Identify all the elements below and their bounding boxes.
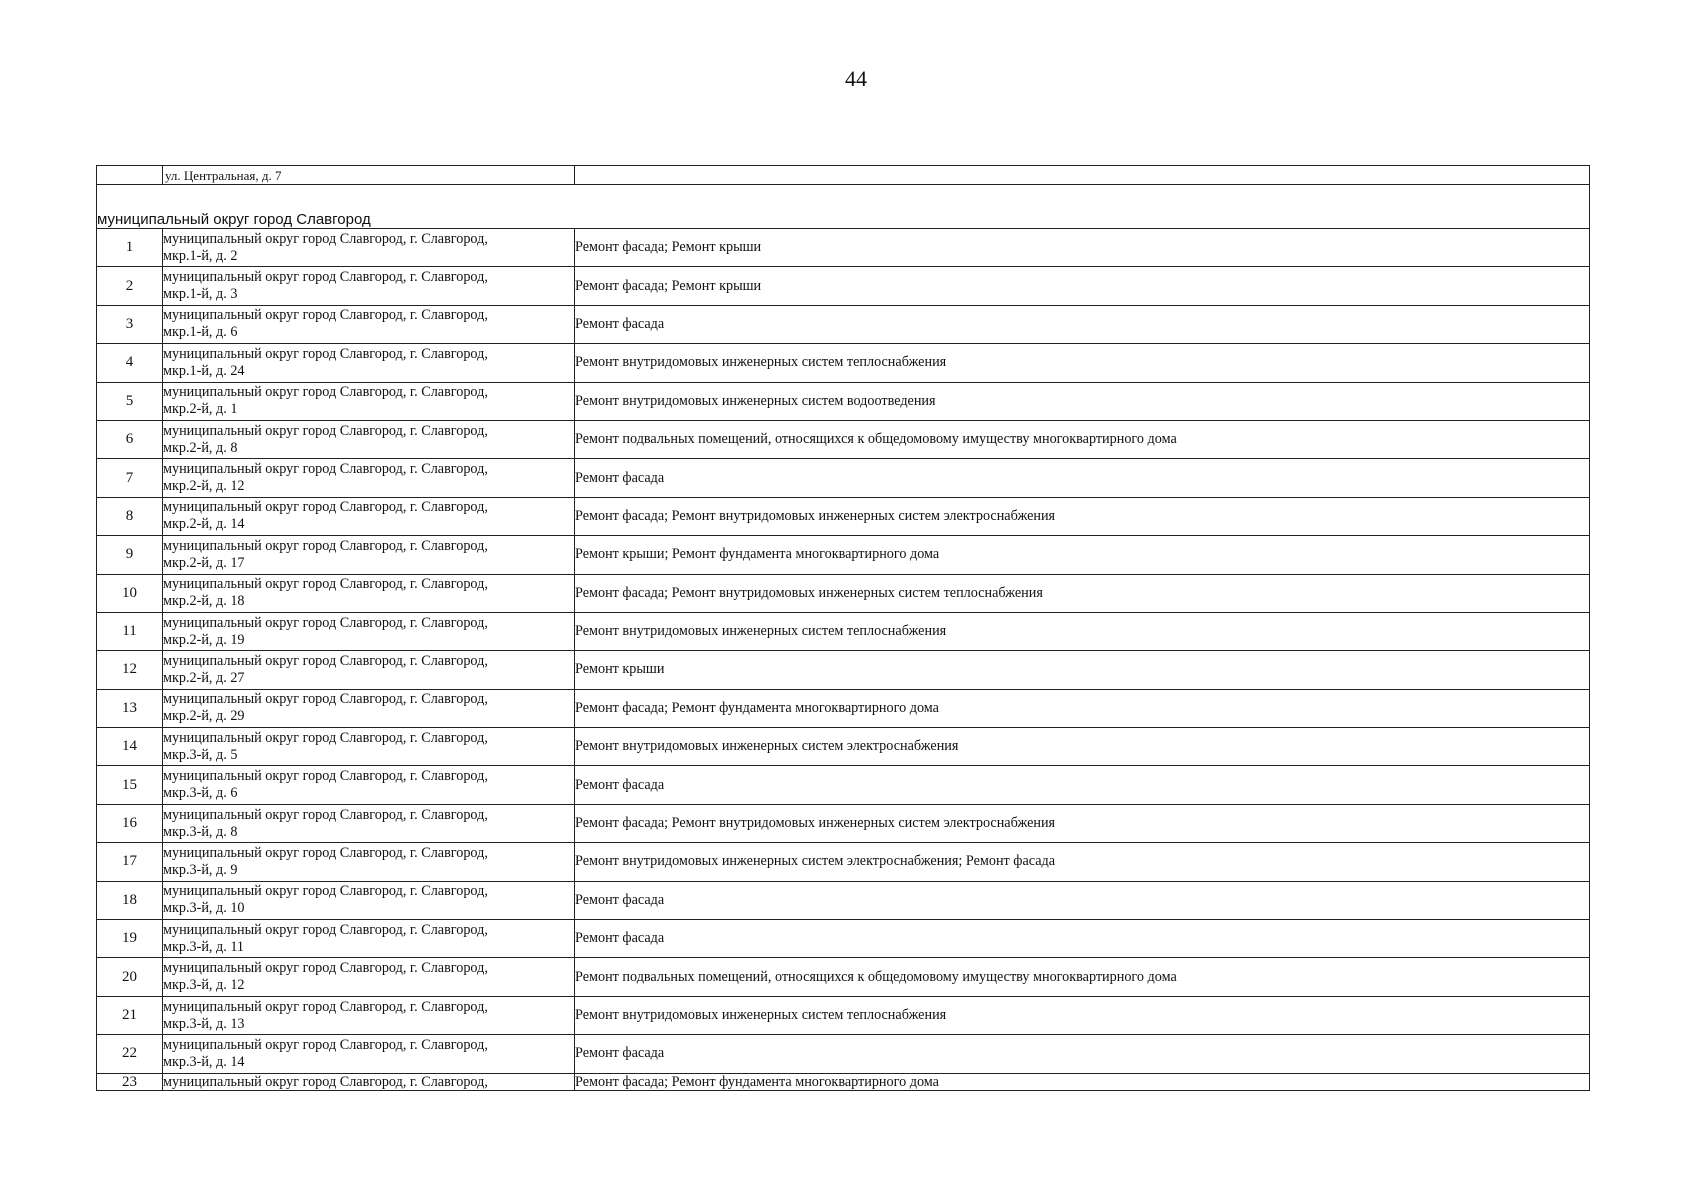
row-number: 7 (97, 459, 163, 497)
work-description: Ремонт фасада (575, 1035, 1590, 1073)
address-line-2: мкр.3-й, д. 8 (163, 823, 238, 840)
repair-table (96, 165, 1590, 1091)
row-number: 2 (97, 267, 163, 305)
address-cell (163, 689, 575, 727)
table-row (97, 267, 1590, 305)
row-number: 6 (97, 420, 163, 458)
address-line-2: мкр.3-й, д. 11 (163, 938, 244, 955)
address-cell (163, 612, 575, 650)
work-description: Ремонт фасада; Ремонт крыши (575, 267, 1590, 305)
row-number: 11 (97, 612, 163, 650)
row-number: 16 (97, 804, 163, 842)
table-row (97, 574, 1590, 612)
address-line-2: мкр.2-й, д. 1 (163, 401, 238, 418)
address-cell (163, 229, 575, 267)
table-row (97, 420, 1590, 458)
address-cell (163, 651, 575, 689)
table-row (97, 459, 1590, 497)
address-cell (163, 267, 575, 305)
address-line-1: муниципальный округ город Славгород, г. Славгород, (163, 806, 488, 823)
address-cell: ул. Центральная, д. 7 (163, 166, 575, 185)
row-number: 15 (97, 766, 163, 804)
table-row (97, 612, 1590, 650)
address-cell (163, 728, 575, 766)
row-number: 1 (97, 229, 163, 267)
work-description: Ремонт внутридомовых инженерных систем водоотведения (575, 382, 1590, 420)
page-number: 44 (845, 66, 867, 91)
work-description: Ремонт фасада (575, 881, 1590, 919)
table-row (97, 804, 1590, 842)
row-number: 3 (97, 305, 163, 343)
table-row (97, 497, 1590, 535)
row-number: 4 (97, 344, 163, 382)
address-cell (163, 958, 575, 996)
row-number: 12 (97, 651, 163, 689)
table-row (97, 166, 1590, 185)
address-cell (163, 881, 575, 919)
table-row (97, 305, 1590, 343)
work-description: Ремонт фасада; Ремонт внутридомовых инженерных систем электроснабжения (575, 497, 1590, 535)
table-row (97, 1073, 1590, 1090)
address-line-2: мкр.3-й, д. 10 (163, 900, 245, 917)
address-line-1: муниципальный округ город Славгород, г. Славгород, (163, 461, 488, 478)
table-row (97, 229, 1590, 267)
work-description: Ремонт внутридомовых инженерных систем теплоснабжения (575, 612, 1590, 650)
table-row (97, 344, 1590, 382)
address-cell (163, 574, 575, 612)
address-line-2: мкр.3-й, д. 5 (163, 746, 238, 763)
work-description: Ремонт внутридомовых инженерных систем электроснабжения; Ремонт фасада (575, 843, 1590, 881)
table-row (97, 996, 1590, 1034)
address-line-1: муниципальный округ город Славгород, г. Славгород, (163, 384, 488, 401)
address-line-2: мкр.3-й, д. 12 (163, 977, 245, 994)
work-description: Ремонт внутридомовых инженерных систем электроснабжения (575, 728, 1590, 766)
address-line-1: муниципальный округ город Славгород, г. Славгород, (163, 1036, 488, 1053)
address-line-2: мкр.2-й, д. 8 (163, 439, 238, 456)
address-cell (163, 804, 575, 842)
address-cell (163, 920, 575, 958)
address-cell (163, 344, 575, 382)
table-row (97, 728, 1590, 766)
address-line-2: мкр.2-й, д. 17 (163, 554, 245, 571)
address-line-1: муниципальный округ город Славгород, г. Славгород, (163, 883, 488, 900)
address-line-1: муниципальный округ город Славгород, г. Славгород, (163, 307, 488, 324)
row-number: 23 (97, 1073, 163, 1090)
work-description: Ремонт фасада (575, 305, 1590, 343)
address-line-1: муниципальный округ город Славгород, г. Славгород, (163, 768, 488, 785)
address-line-1: муниципальный округ город Славгород, г. Славгород, (163, 691, 488, 708)
address-line-2: мкр.2-й, д. 19 (163, 631, 245, 648)
address-line-1: муниципальный округ город Славгород, г. Славгород, (163, 576, 488, 593)
table-row (97, 1035, 1590, 1073)
address-line-2: мкр.1-й, д. 2 (163, 247, 238, 264)
address-line-2: мкр.2-й, д. 18 (163, 593, 245, 610)
address-line-2: мкр.2-й, д. 29 (163, 708, 245, 725)
row-number: 9 (97, 536, 163, 574)
address-cell (163, 382, 575, 420)
table-row (97, 958, 1590, 996)
work-description: Ремонт подвальных помещений, относящихся к общедомовому имуществу многоквартирного дома (575, 420, 1590, 458)
row-number: 13 (97, 689, 163, 727)
address-line-1: муниципальный округ город Славгород, г. Славгород, (163, 537, 488, 554)
work-description: Ремонт крыши (575, 651, 1590, 689)
section-title: муниципальный округ город Славгород (97, 185, 1590, 229)
address-line-1: муниципальный округ город Славгород, г. Славгород, (163, 844, 488, 861)
address-line-2: мкр.3-й, д. 9 (163, 861, 238, 878)
address-line-2: мкр.3-й, д. 6 (163, 785, 238, 802)
address-line-1: муниципальный округ город Славгород, г. Славгород, (163, 269, 488, 286)
address-line-1: муниципальный округ город Славгород, г. Славгород, (163, 422, 488, 439)
row-number: 19 (97, 920, 163, 958)
table-row (97, 382, 1590, 420)
address-cell (163, 843, 575, 881)
work-cell (575, 166, 1590, 185)
address-line-1: муниципальный округ город Славгород, г. Славгород, (163, 652, 488, 669)
address-line-2: мкр.1-й, д. 6 (163, 324, 238, 341)
work-description: Ремонт фасада; Ремонт фундамента многоквартирного дома (575, 1073, 1590, 1090)
row-number: 5 (97, 382, 163, 420)
table-row (97, 843, 1590, 881)
row-number: 20 (97, 958, 163, 996)
address-cell (163, 420, 575, 458)
address-line-2: мкр.3-й, д. 13 (163, 1015, 245, 1032)
work-description: Ремонт фасада; Ремонт фундамента многоквартирного дома (575, 689, 1590, 727)
table-row (97, 766, 1590, 804)
row-number: 21 (97, 996, 163, 1034)
work-description: Ремонт фасада; Ремонт крыши (575, 229, 1590, 267)
row-number: 14 (97, 728, 163, 766)
address-cell (163, 497, 575, 535)
address-line-1: муниципальный округ город Славгород, г. Славгород, (163, 230, 488, 247)
work-description: Ремонт фасада; Ремонт внутридомовых инженерных систем теплоснабжения (575, 574, 1590, 612)
address-cell (163, 459, 575, 497)
address-line-1: муниципальный округ город Славгород, г. Славгород, (163, 921, 488, 938)
address-line-2: мкр.2-й, д. 27 (163, 669, 245, 686)
table-row (97, 881, 1590, 919)
address-line-2: мкр.1-й, д. 3 (163, 286, 238, 303)
address-cell (163, 1035, 575, 1073)
row-number: 8 (97, 497, 163, 535)
work-description: Ремонт фасада (575, 920, 1590, 958)
address-line-2: мкр.2-й, д. 12 (163, 478, 245, 495)
address-line-1: муниципальный округ город Славгород, г. Славгород, (163, 960, 488, 977)
work-description: Ремонт внутридомовых инженерных систем теплоснабжения (575, 996, 1590, 1034)
work-description: Ремонт подвальных помещений, относящихся к общедомовому имуществу многоквартирного дома (575, 958, 1590, 996)
work-description: Ремонт фасада; Ремонт внутридомовых инженерных систем электроснабжения (575, 804, 1590, 842)
address-line-1: муниципальный округ город Славгород, г. Славгород, (163, 729, 488, 746)
work-description: Ремонт фасада (575, 766, 1590, 804)
table-row (97, 536, 1590, 574)
row-number: 18 (97, 881, 163, 919)
address-cell (163, 766, 575, 804)
address-line-1: муниципальный округ город Славгород, г. Славгород, (163, 998, 488, 1015)
table-row (97, 689, 1590, 727)
address-line-1: муниципальный округ город Славгород, г. Славгород, (163, 345, 488, 362)
table-row (97, 651, 1590, 689)
work-description: Ремонт фасада (575, 459, 1590, 497)
row-number: 10 (97, 574, 163, 612)
address-line-1: муниципальный округ город Славгород, г. Славгород, (163, 1073, 488, 1090)
address-cell (163, 996, 575, 1034)
row-number-cell (97, 166, 163, 185)
section-header-row (97, 185, 1590, 229)
address-line-2: мкр.1-й, д. 24 (163, 362, 245, 379)
row-number: 22 (97, 1035, 163, 1073)
address-cell (163, 305, 575, 343)
address-line-1: муниципальный округ город Славгород, г. Славгород, (163, 499, 488, 516)
address-cell (163, 1073, 575, 1090)
work-description: Ремонт внутридомовых инженерных систем теплоснабжения (575, 344, 1590, 382)
address-line-2: мкр.3-й, д. 14 (163, 1053, 245, 1070)
address-line-2: мкр.2-й, д. 14 (163, 516, 245, 533)
address-line-1: муниципальный округ город Славгород, г. Славгород, (163, 614, 488, 631)
address-cell (163, 536, 575, 574)
work-description: Ремонт крыши; Ремонт фундамента многоквартирного дома (575, 536, 1590, 574)
row-number: 17 (97, 843, 163, 881)
table-row (97, 920, 1590, 958)
